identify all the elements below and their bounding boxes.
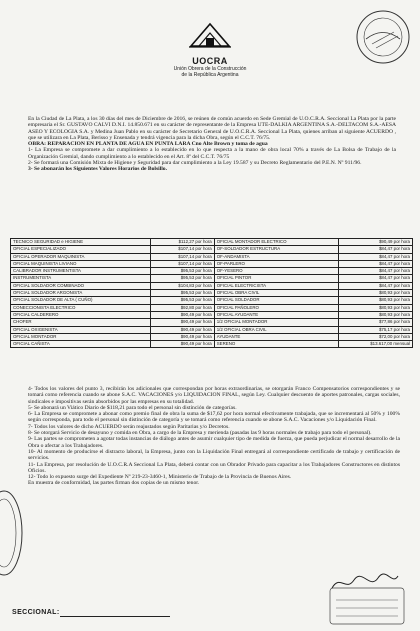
- table-row: [11, 253, 413, 260]
- rate-cell: $80,93 por hora: [338, 304, 412, 311]
- clause-2: 2- Se formará una Comisión Mixta de Higiene y Seguridad para dar cumplimiento a la Ley 19.587 y su Decreto Reglamentario del P.E.N. Nº 911/96.: [28, 160, 362, 167]
- table-row: [11, 246, 413, 253]
- rate-cell: $75,17 por hora: [338, 326, 412, 333]
- agreement-clauses: [28, 386, 400, 487]
- rate-cell: $84,47 por hora: [338, 275, 412, 282]
- category-cell: OFICIAL OXIGENISTA: [11, 326, 151, 333]
- rate-cell: $90,49 por hora: [338, 239, 412, 246]
- table-row: [11, 341, 413, 348]
- category-cell: SERENO: [214, 341, 338, 348]
- category-cell: OFICIAL CALDERERO: [11, 311, 151, 318]
- rate-cell: $95,53 por hora: [151, 290, 215, 297]
- category-cell: OFICIAL SOLDADOR: [214, 297, 338, 304]
- table-row: [11, 326, 413, 333]
- category-cell: OFICIAL OBRA CIVIL: [214, 290, 338, 297]
- org-full-name-line-1: Unión Obrera de la Construcción: [173, 66, 247, 72]
- rate-cell: $90,49 por hora: [151, 333, 215, 340]
- rate-cell: $90,49 por hora: [151, 341, 215, 348]
- rate-cell: $90,49 por hora: [151, 319, 215, 326]
- clause-8: 8- Se otorgará Servicio de desayuno y comida en Obra, a cargo de la Empresa y merienda (pasadas las 9 horas normales de trabajo para todo el personal).: [28, 430, 372, 437]
- letterhead: [0, 20, 420, 78]
- category-cell: OF-ANDAMISTA: [214, 253, 338, 260]
- clause-4: 4- Todos los valores del punto 3, recibirán los adicionales que correspondan por horas extraordinarias, se otorgarán Franco Compensatorios correspondientes y se tomará como referencia cuando se abone S.A.C. VACACIONES y/o LIQUIDACION FINAL, según Ley. Cualquier descuento de aportes patronales, cargas sociales, sindicales e impositivas serán absorbidos por las empresas en su totalidad.: [28, 386, 400, 405]
- category-cell: OFICIAL SOLDADOR ARGONISTA: [11, 290, 151, 297]
- table-row: [11, 333, 413, 340]
- rate-cell: $90,49 por hora: [151, 326, 215, 333]
- rate-cell: $95,53 por hora: [151, 275, 215, 282]
- category-cell: AYUDANTE: [214, 333, 338, 340]
- clause-7: 7- Todos los valores de dicho ACUERDO serán reajustados según Paritarias y/o Decretos.: [28, 423, 230, 430]
- obra-heading: OBRA: REPARACION EN PLANTA DE AGUA EN PUNTA LARA Cno Alte Brown y toma de agua: [28, 141, 268, 148]
- category-cell: OFICIAL MAQUINISTA LIVIANO: [11, 260, 151, 267]
- category-cell: INSTRUMENTISTA: [11, 275, 151, 282]
- category-cell: CHOFER: [11, 319, 151, 326]
- rate-cell: $84,47 por hora: [338, 268, 412, 275]
- category-cell: OF-YESERO: [214, 268, 338, 275]
- rate-cell: $90,49 por hora: [151, 311, 215, 318]
- table-row: [11, 290, 413, 297]
- table-row: [11, 260, 413, 267]
- rate-cell: $84,47 por hora: [338, 260, 412, 267]
- clause-12: 12- Todo lo expuesto surge del Expediente Nº 219-23-3460-1, Ministerio de Trabajo de la Provincia de Buenos Aires.: [28, 474, 292, 481]
- category-cell: OFICIAL SOLDADOR COMBINADO: [11, 282, 151, 289]
- rate-cell: $107,14 por hora: [151, 260, 215, 267]
- category-cell: OFICIAL OPERADOR MAQUINISTA: [11, 253, 151, 260]
- category-cell: 1/2 OFICIAL MONTADOR: [214, 319, 338, 326]
- rate-cell: $112,27 por hora: [151, 239, 215, 246]
- rate-cell: $95,53 por hora: [151, 297, 215, 304]
- org-name: UOCRA: [192, 56, 228, 66]
- clause-6: 6- La Empresa se compromete a abonar como premio final de obra la suma de $17,62 por hora normal efectivamente trabajada, que se incrementará al 50% y 100% según corresponda, para todo el personal sin distinción de categoría y se tomará como referencia cuando se abone S.A.C. Vacaciones y/o Liquidación Final.: [28, 411, 400, 424]
- clause-9: 9- Las partes se comprometen a agotar todas instancias de diálogo antes de asumir cualquier tipo de medida de fuerza, que pueda perjudicar el normal desarrollo de la Obra o afectar a los Trabajadores.: [28, 436, 400, 449]
- table-row: [11, 319, 413, 326]
- seccional-label: SECCIONAL:: [12, 609, 60, 616]
- rate-cell: $107,14 por hora: [151, 253, 215, 260]
- rate-cell: $107,14 por hora: [151, 246, 215, 253]
- rate-cell: $77,86 por hora: [338, 319, 412, 326]
- rate-cell: $80,93 por hora: [338, 290, 412, 297]
- rate-cell: $80,93 por hora: [338, 311, 412, 318]
- signature-line: [60, 616, 170, 617]
- table-row: [11, 268, 413, 275]
- org-full-name-line-2: de la República Argentina: [181, 72, 239, 78]
- category-cell: TECNICO SEGURIDAD e HIGIENE: [11, 239, 151, 246]
- clause-1: 1- La Empresa se compromete a dar cumplimiento a lo establecido en lo que respecta a la mano de obra local 70% a través de La Bolsa de Trabajo de la Organización Gremial, dando cumplimiento a lo establecido en el Art. 8º del C.C.T. 76/75: [28, 147, 396, 160]
- table-row: [11, 275, 413, 282]
- category-cell: OFICIAL MONTADOR: [11, 333, 151, 340]
- category-cell: 1/2 OFICIAL OBRA CIVIL: [214, 326, 338, 333]
- rate-cell: $84,47 por hora: [338, 282, 412, 289]
- category-cell: OFICIAL ESPECIALIZADO: [11, 246, 151, 253]
- clause-3: 3- Se abonarán los Siguientes Valores Horarios de Bolsillo.: [28, 166, 167, 173]
- table-row: [11, 304, 413, 311]
- closing-statement: En muestra de conformidad, las partes firman dos copias de un mismo tenor.: [28, 480, 200, 487]
- category-cell: OFICIAL AYUDANTE: [214, 311, 338, 318]
- table-row: [11, 282, 413, 289]
- rate-cell: $95,53 por hora: [151, 268, 215, 275]
- table-row: [11, 239, 413, 246]
- rate-cell: $84,47 por hora: [338, 253, 412, 260]
- rate-cell: $13.617,00 mensual: [338, 341, 412, 348]
- rate-cell: $80,93 por hora: [338, 297, 412, 304]
- category-cell: OFICIAL MONTADOR ELECTRICO: [214, 239, 338, 246]
- intro-paragraph: En la Ciudad de La Plata, a los 30 días del mes de Diciembre de 2016, se reúnen de común acuerdo en Sede Gremial de U.O.C.R.A. Seccional La Plata por la parte empresaria el Sr. GUSTAVO CALVI D.N.I. 14.850.671 en su carácter de representante de la Empresa UTE-DALKIA ARGENTINA S.A.-DELTACOM S.A.-AESA ASEO Y ECOLOGIA S.A. y Medina Juan Pablo en su carácter de Secretario General de U.O.C.R.A. Seccional La Plata, quienes arriban al siguiente ACUERDO , que se utilizara en La Plata, Berisso y Ensenada y tendrá vigencia para la dicha Obra, según el C.C.T. 76/75.: [28, 116, 396, 141]
- clause-5: 5- Se abonará un Viático Diario de $118,21 para todo el personal sin distinción de categorías.: [28, 404, 237, 411]
- clause-10: 10- Al momento de producirse el distracto laboral, la Empresa, junto con la Liquidación Final entregará al correspondiente certificado de trabajo y certificación de servicios.: [28, 448, 400, 462]
- rate-cell: $104,83 por hora: [151, 282, 215, 289]
- category-cell: OFICIAL CAÑISTA: [11, 341, 151, 348]
- uocra-logo-icon: [187, 20, 233, 50]
- category-cell: OFICIAL ELECTRICISTA: [214, 282, 338, 289]
- category-cell: OFICIAL PINTOR: [214, 275, 338, 282]
- left-ministry-stamp-icon: [0, 488, 24, 578]
- rate-cell: $72,00 por hora: [338, 333, 412, 340]
- table-row: [11, 311, 413, 318]
- category-cell: OF-PARLERO: [214, 260, 338, 267]
- rate-cell: $84,47 por hora: [338, 246, 412, 253]
- category-cell: OF-SOLDADOR ESTRUCTURA: [214, 246, 338, 253]
- clause-11: 11- La Empresa, por resolución de U.O.C.R.A Seccional La Plata, deberá contar con un Obrador Privado para capacitar a los Trabajadores Constructores en distintos Oficios.: [28, 461, 400, 474]
- category-cell: CALIBRADOR INSTRUMENTISTA: [11, 268, 151, 275]
- agreement-intro: [28, 116, 396, 173]
- rate-cell: $92,80 por hora: [151, 304, 215, 311]
- category-cell: CONECCIONISTA ELECTRICO: [11, 304, 151, 311]
- table-row: [11, 297, 413, 304]
- right-signature-stamp-icon: [328, 586, 406, 626]
- category-cell: OFICIAL SOLDADOR DE ALTA ( CUÑO): [11, 297, 151, 304]
- hourly-wages-table: [10, 238, 413, 348]
- category-cell: OFICIAL PAÑOLERO: [214, 304, 338, 311]
